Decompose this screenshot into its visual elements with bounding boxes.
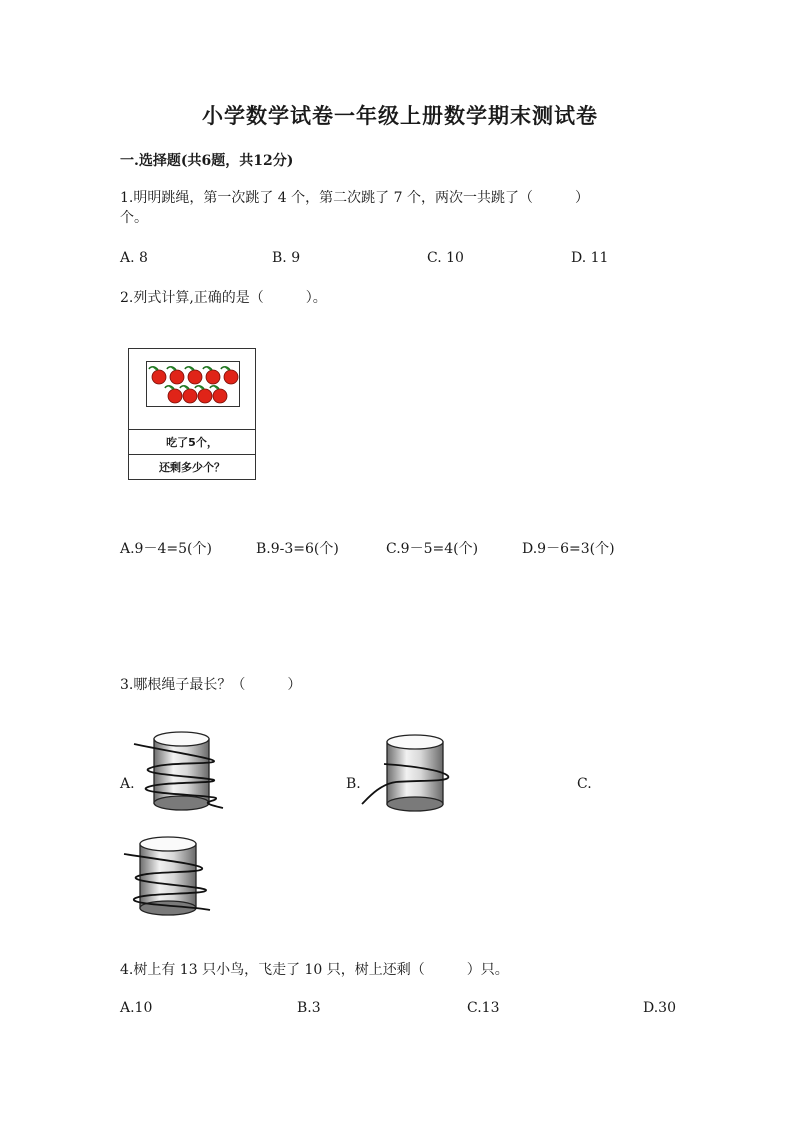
figure-divider-1: [129, 429, 255, 430]
question-4-option-c[interactable]: C.13: [467, 1000, 500, 1016]
question-1-option-a[interactable]: A. 8: [120, 250, 148, 266]
rope-cylinder-c-icon: [122, 832, 222, 922]
question-2-option-a[interactable]: A.9－4=5(个): [120, 541, 212, 557]
rope-cylinder-b-icon: [362, 730, 462, 820]
rope-cylinder-a-icon: [132, 725, 232, 815]
question-2-text: 2.列式计算,正确的是（ ）。: [120, 290, 327, 306]
question-4-option-a[interactable]: A.10: [120, 1000, 153, 1016]
question-1-text-cont: 个。: [120, 210, 148, 226]
figure-divider-2: [129, 454, 255, 455]
question-4-option-d[interactable]: D.30: [643, 1000, 676, 1016]
apples-frame: [146, 361, 240, 407]
question-3-option-b[interactable]: B.: [346, 776, 361, 792]
figure-eaten-label: 吃了5个，: [166, 436, 218, 449]
question-2-option-b[interactable]: B.9-3=6(个): [256, 541, 339, 557]
apples-icon: [147, 362, 239, 406]
question-1-option-d[interactable]: D. 11: [571, 250, 609, 266]
question-4-text: 4.树上有 13 只小鸟，飞走了 10 只，树上还剩（ ）只。: [120, 962, 509, 978]
apple-word-problem-figure: [128, 348, 256, 480]
question-2-option-c[interactable]: C.9－5=4(个): [386, 541, 479, 557]
question-3-text: 3.哪根绳子最长？（ ）: [120, 677, 302, 693]
question-1-text: 1.明明跳绳，第一次跳了 4 个，第二次跳了 7 个，两次一共跳了（ ）: [120, 190, 589, 206]
section-heading: 一.选择题(共6题，共12分): [120, 153, 294, 169]
question-2-option-d[interactable]: D.9－6=3(个): [522, 541, 615, 557]
page-title: 小学数学试卷一年级上册数学期末测试卷: [202, 103, 598, 128]
question-4-option-b[interactable]: B.3: [297, 1000, 321, 1016]
question-3-option-a[interactable]: A.: [120, 776, 135, 792]
figure-remaining-label: 还剩多少个？: [159, 461, 225, 474]
question-1-option-b[interactable]: B. 9: [272, 250, 301, 266]
question-3-option-c[interactable]: C.: [577, 776, 592, 792]
question-1-option-c[interactable]: C. 10: [427, 250, 464, 266]
